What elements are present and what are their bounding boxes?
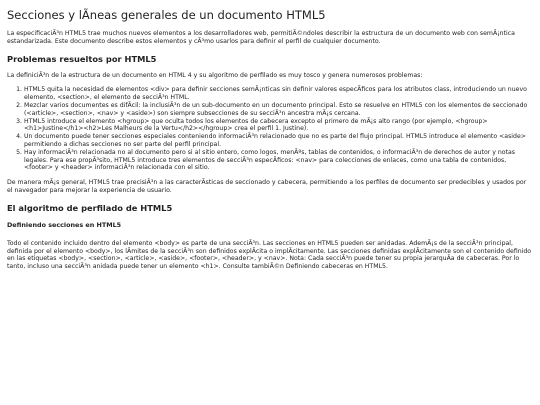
problems-list [7,86,533,172]
list-item: 5. Hay informaciÃ³n relacionada no al documento pero si al sitio entero, como logos, menÃºs, tablas de contenidos, o informaciÃ³n de derechos de autor y notas legales. Para ese propÃ³sito, HTML5 introduce tres elementos de secciÃ³n especÃficos: <nav> para colecciones de enlaces, como una tabla de contenidos, <footer> y <header> informaciÃ³n relacionada con el sitio. [24,149,533,172]
list-item: 1. HTML5 quita la necesidad de elementos <div> para definir secciones semÃ¡nticas sin definir valores especÃficos para los atributos class, introduciendo un nuevo elemento, <section>, el elemento de secciÃ³n HTML. [24,86,533,102]
list-item: 2. Mezclar varios documentes es difÃcil: la inclusiÃ³n de un sub-documento en un documento principal. Esto se resuelve en HTML5 con los elementos de seccionado (<article>, <section>, <nav> y <aside>) son siempre subsecciones de su secciÃ³n ancestra mÃ¡s cercana. [24,102,533,118]
problems-intro-paragraph: La definiciÃ³n de la estructura de un documento en HTML 4 y su algoritmo de perfilado es muy tosco y genera numerosos problemas: [7,71,423,79]
intro-paragraph: La especificaciÃ³n HTML5 trae muchos nuevos elementos a los desarrolladores web, permitiÃ©ndoles describir la estructura de un documento web con semÃ¡ntica estandarizada. Este documento describe estos elementos y cÃ³mo usarlos para definir el perfil de cualquier documento. [7,30,515,45]
section-heading-algorithm: El algoritmo de perfilado de HTML5 [7,202,173,213]
subsection-heading-defining-sections: Definiendo secciones en HTML5 [7,220,122,229]
list-item: 4. Un documento puede tener secciones especiales conteniendo informaciÃ³n relacionado que no es parte del flujo principal. HTML5 introduce el elemento <aside> permitiendo a dichas secciones no ser parte del perfil principal. [24,133,533,149]
page-title: Secciones y lÃneas generales de un documento HTML5 [7,8,326,22]
defining-sections-paragraph: Todo el contenido incluido dentro del elemento <body> es parte de una secciÃ³n. Las secciones en HTML5 pueden ser anidadas. AdemÃ¡s de la secciÃ³n principal, definida por el elemento <body>, los lÃmites de la secciÃ³n son definidos explÃcita o implÃcitamente. Las secciones definidas explÃcitamente son el contenido definido en las etiquetas <body>, <section>, <article>, <aside>, <footer>, <header>, y <nav>. Nota: Cada secciÃ³n puede tener su propia jerarquÃa de cabeceras. Por lo tanto, incluso una secciÃ³n anidada puede tener un elemento <h1>. Consulte tambiÃ©n Definiendo cabeceras en HTML5. [7,239,532,271]
section-heading-problems: Problemas resueltos por HTML5 [7,53,157,64]
problems-closing-paragraph: De manera mÃ¡s general, HTML5 trae precisiÃ³n a las caracterÃsticas de seccionado y cabecera, permitiendo a los perfiles de documento ser predecibles y usados por el navegador para mejorar la experiencia de usuario. [7,179,527,194]
list-item: 3. HTML5 introduce el elemento <hgroup> que oculta todos los elementos de cabecera excepto el primero de mÃ¡s alto rango (por ejemplo, <hgroup><h1>Justine</h1><h2>Les Malheurs de la Vertu</h2></hgroup> crea el perfil 1. Justine). [24,118,533,134]
